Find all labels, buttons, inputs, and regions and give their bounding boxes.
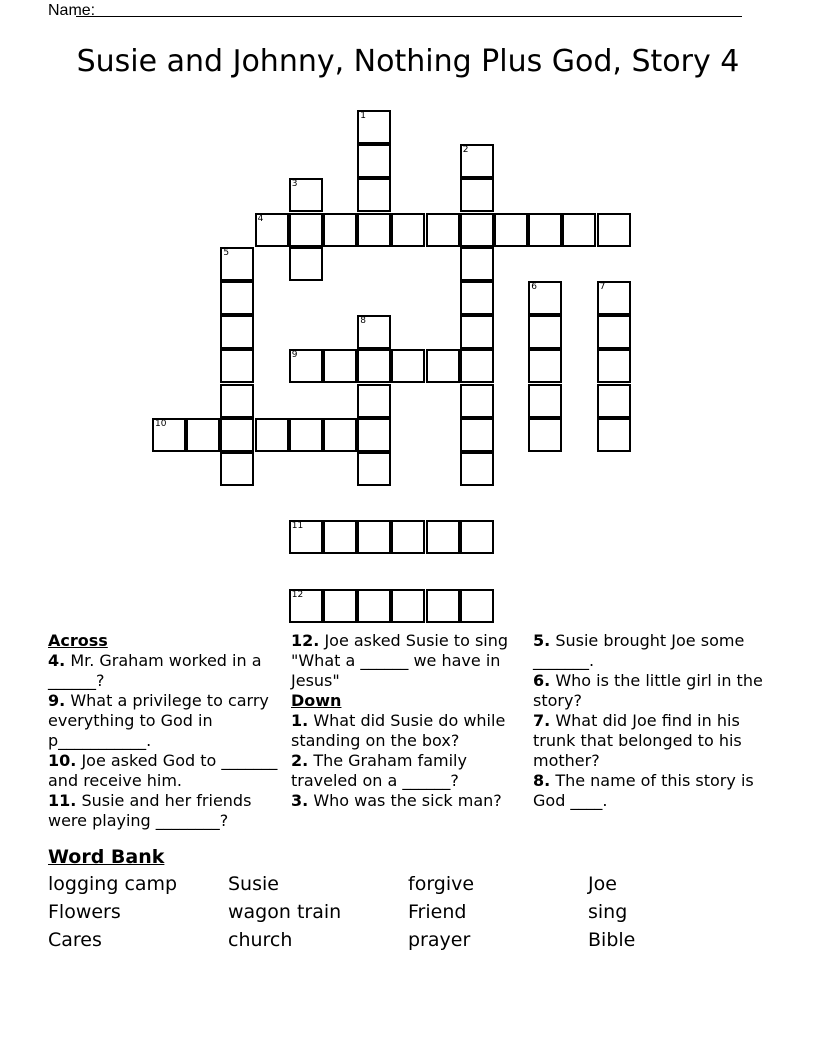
- grid-cell[interactable]: [460, 349, 494, 383]
- grid-cell[interactable]: [460, 144, 494, 178]
- grid-cell[interactable]: [323, 213, 357, 247]
- word-bank-item: Flowers: [48, 901, 121, 923]
- grid-cell[interactable]: [597, 418, 631, 452]
- grid-cell[interactable]: [357, 418, 391, 452]
- word-bank-item: Joe: [588, 873, 617, 895]
- grid-cell[interactable]: [323, 520, 357, 554]
- grid-cell[interactable]: [357, 589, 391, 623]
- grid-cell[interactable]: [220, 384, 254, 418]
- grid-cell[interactable]: [289, 178, 323, 212]
- word-bank-item: wagon train: [228, 901, 342, 923]
- grid-cell[interactable]: [289, 213, 323, 247]
- grid-cell[interactable]: [597, 384, 631, 418]
- clue-across-4: 4. Mr. Graham worked in a ______?: [48, 651, 262, 690]
- grid-cell[interactable]: [528, 281, 562, 315]
- clue-number: 9: [291, 350, 298, 361]
- clue-number: 6: [531, 282, 537, 292]
- grid-cell[interactable]: [220, 349, 254, 383]
- word-bank-item: Cares: [48, 929, 102, 951]
- grid-cell[interactable]: [357, 452, 391, 486]
- clue-down-3: 3. Who was the sick man?: [291, 791, 502, 810]
- clue-number: 2: [462, 145, 469, 156]
- grid-cell[interactable]: [597, 213, 631, 247]
- grid-cell[interactable]: [460, 213, 494, 247]
- grid-cell[interactable]: [220, 452, 254, 486]
- word-bank-item: church: [228, 929, 293, 951]
- grid-cell[interactable]: [323, 418, 357, 452]
- grid-cell[interactable]: [357, 349, 391, 383]
- clue-across-10: 10. Joe asked God to _______ and receive him.: [48, 751, 278, 790]
- grid-cell[interactable]: [357, 213, 391, 247]
- grid-cell[interactable]: [460, 384, 494, 418]
- clue-down-2: 2. The Graham family traveled on a ______?: [291, 751, 467, 790]
- grid-cell[interactable]: [391, 520, 425, 554]
- page-title: Susie and Johnny, Nothing Plus God, Story 4: [76, 44, 740, 79]
- grid-cell[interactable]: [391, 213, 425, 247]
- grid-cell[interactable]: [460, 520, 494, 554]
- grid-cell[interactable]: [289, 247, 323, 281]
- clue-number: 5: [223, 247, 230, 258]
- grid-cell[interactable]: [220, 247, 254, 281]
- grid-cell[interactable]: [528, 418, 562, 452]
- clues-column-1: [48, 631, 283, 831]
- word-bank-item: Friend: [408, 901, 467, 923]
- grid-cell[interactable]: [426, 589, 460, 623]
- clue-across-11: 11. Susie and her friends were playing ________?: [48, 791, 252, 830]
- clue-number: 11: [291, 521, 304, 532]
- clue-number: 7: [599, 282, 606, 292]
- grid-cell[interactable]: [357, 315, 391, 349]
- clues-column-3: [533, 631, 773, 811]
- grid-cell[interactable]: [289, 418, 323, 452]
- grid-cell[interactable]: [323, 589, 357, 623]
- grid-cell[interactable]: [460, 452, 494, 486]
- clue-across-12: 12. Joe asked Susie to sing "What a ______ we have in Jesus": [291, 631, 509, 690]
- grid-cell[interactable]: [220, 281, 254, 315]
- clue-number: 12: [291, 589, 304, 600]
- grid-cell[interactable]: [289, 349, 323, 383]
- word-bank-item: sing: [588, 901, 628, 923]
- grid-cell[interactable]: [357, 178, 391, 212]
- clue-number: 8: [360, 316, 366, 327]
- clue-down-5: 5. Susie brought Joe some _______.: [533, 631, 745, 670]
- grid-cell[interactable]: [357, 110, 391, 144]
- grid-cell[interactable]: [528, 213, 562, 247]
- clue-down-1: 1. What did Susie do while standing on the box?: [291, 711, 506, 750]
- grid-cell[interactable]: [426, 349, 460, 383]
- grid-cell[interactable]: [494, 213, 528, 247]
- down-heading: Down: [291, 691, 342, 710]
- grid-cell[interactable]: [426, 213, 460, 247]
- grid-cell[interactable]: [357, 384, 391, 418]
- grid-cell[interactable]: [597, 315, 631, 349]
- grid-cell[interactable]: [391, 349, 425, 383]
- grid-cell[interactable]: [562, 213, 596, 247]
- grid-cell[interactable]: [357, 144, 391, 178]
- clue-across-9: 9. What a privilege to carry everything to God in p___________.: [48, 691, 269, 750]
- clue-down-6: 6. Who is the little girl in the story?: [533, 671, 763, 710]
- grid-cell[interactable]: [460, 315, 494, 349]
- grid-cell[interactable]: [460, 281, 494, 315]
- grid-cell[interactable]: [255, 213, 289, 247]
- word-bank-title: Word Bank: [48, 846, 165, 868]
- grid-cell[interactable]: [220, 418, 254, 452]
- word-bank-item: forgive: [408, 873, 475, 895]
- grid-cell[interactable]: [460, 178, 494, 212]
- grid-cell[interactable]: [289, 520, 323, 554]
- clue-down-7: 7. What did Joe find in his trunk that belonged to his mother?: [533, 711, 742, 770]
- grid-cell[interactable]: [597, 349, 631, 383]
- grid-cell[interactable]: [460, 418, 494, 452]
- across-heading: Across: [48, 631, 108, 650]
- word-bank-item: Bible: [588, 929, 636, 951]
- word-bank-item: prayer: [408, 929, 471, 951]
- name-label: Name:: [48, 2, 96, 19]
- grid-cell[interactable]: [460, 247, 494, 281]
- word-bank-item: Susie: [228, 873, 279, 895]
- word-bank-item: logging camp: [48, 873, 178, 895]
- clue-number: 10: [155, 418, 167, 429]
- grid-cell[interactable]: [220, 315, 254, 349]
- grid-cell[interactable]: [460, 589, 494, 623]
- grid-cell[interactable]: [528, 384, 562, 418]
- clue-number: 1: [360, 111, 366, 121]
- grid-cell[interactable]: [528, 349, 562, 383]
- grid-cell[interactable]: [391, 589, 425, 623]
- grid-cell[interactable]: [152, 418, 186, 452]
- name-input-line[interactable]: [76, 16, 742, 17]
- grid-cell[interactable]: [323, 349, 357, 383]
- grid-cell[interactable]: [186, 418, 220, 452]
- clue-number: 3: [291, 179, 298, 190]
- clue-down-8: 8. The name of this story is God ____.: [533, 771, 754, 810]
- grid-cell[interactable]: [426, 520, 460, 554]
- grid-cell[interactable]: [597, 281, 631, 315]
- grid-cell[interactable]: [528, 315, 562, 349]
- grid-cell[interactable]: [357, 520, 391, 554]
- grid-cell[interactable]: [255, 418, 289, 452]
- clues-column-2: [291, 631, 527, 811]
- clue-number: 4: [257, 213, 264, 224]
- grid-cell[interactable]: [289, 589, 323, 623]
